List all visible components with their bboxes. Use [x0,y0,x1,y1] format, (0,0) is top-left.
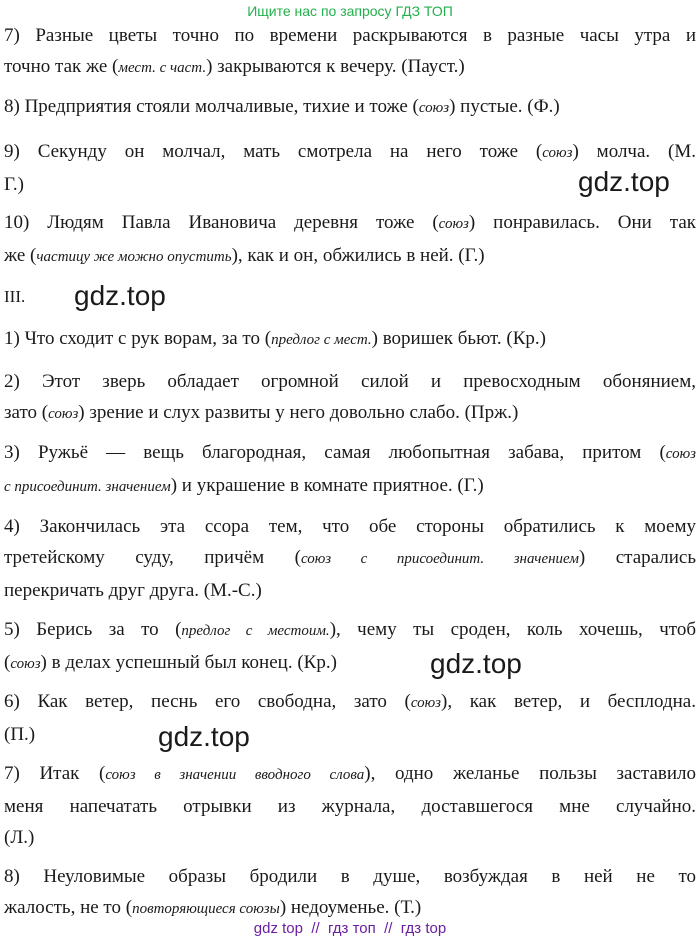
section3-example-1 [4,323,696,356]
text-line: 10) Людям Павла Ивановича деревня тоже (союз) понравилась. Они так [4,212,696,233]
grammar-note: союз [48,406,79,422]
section3-example-2 [4,366,696,430]
text-line: третейскому суду, причём (союз с присоединит. значением) старались [4,547,696,568]
grammar-note: союз [10,656,41,672]
text-line: 8) Предприятия стояли молчаливые, тихие и тоже (союз) пустые. (Ф.) [4,96,560,117]
example-7-part2 [4,20,696,84]
grammar-note: союз [410,695,442,711]
grammar-note: союз [542,145,573,161]
text-line: 5) Берись за то (предлог с местоим.), чему ты сроден, коль хочешь, чтоб [4,619,696,640]
watermark: gdz.top [430,648,522,679]
grammar-note: предлог с местоим. [181,623,330,639]
text-line: (П.) [4,724,36,745]
text-line: с присоединит. значением) и украшение в комнате приятное. (Г.) [4,475,484,496]
watermark: gdz.top [74,280,166,311]
text-line: точно так же (мест. с част.) закрываются к вечеру. (Пауст.) [4,56,465,77]
example-10-part2 [4,207,696,273]
text-line: 7) Итак (союз в значении вводного слова), одно желанье пользы заставило [4,763,697,784]
section3-example-7 [4,758,696,853]
bottom-banner: gdz top // гдз топ // гдз top [253,920,447,937]
text-line: 1) Что сходит с рук ворам, за то (предлог с мест.) воришек бьют. (Кр.) [4,328,546,349]
grammar-note: частицу же можно опустить [36,249,232,265]
grammar-note: союз в значении вводного слова [105,767,365,783]
text-line: 6) Как ветер, песнь его свободна, зато (союз), как ветер, и бесплодна. [4,691,696,712]
text-line: (Л.) [4,827,35,848]
section3-example-3 [4,437,696,503]
text-line: 4) Закончилась эта ссора тем, что обе стороны обратились к моему [4,516,696,537]
section3-example-6 [4,686,696,750]
text-line: Г.) [4,174,24,195]
section-label: III. [4,287,26,306]
grammar-note: с присоединит. значением [4,479,171,495]
text-line: (союз) в делах успешный был конец. (Кр.) [4,652,337,673]
text-line: зато (союз) зрение и слух развиты у него довольно слабо. (Прж.) [4,402,519,423]
text-line: жалость, не то (повторяющиеся союзы) недоуменье. (Т.) [4,897,422,918]
top-banner: Ищите нас по запросу ГДЗ ТОП [247,3,453,19]
text-line: же (частицу же можно опустить), как и он, обжились в ней. (Г.) [4,245,485,266]
section3-example-4 [4,511,696,606]
grammar-note: предлог с мест. [271,332,372,348]
text-line: меня напечатать отрывки из журнала, доставшегося мне случайно. [4,796,696,817]
text-line: 8) Неуловимые образы бродили в душе, возбуждая в ней не то [4,866,696,887]
grammar-note: союз [418,100,450,116]
text-line: 7) Разные цветы точно по времени раскрываются в разные часы утра и [4,25,696,46]
text-line: 3) Ружьё — вещь благородная, самая любопытная забава, притом (союз [4,442,696,463]
text-line: перекричать друг друга. (М.-С.) [4,580,262,601]
watermark: gdz.top [158,721,250,752]
grammar-note: повторяющиеся союзы [132,901,280,917]
text-line: 9) Секунду он молчал, мать смотрела на него тоже (союз) молча. (М. [4,141,697,162]
text-line: 2) Этот зверь обладает огромной силой и превосходным обонянием, [4,371,696,392]
grammar-note: союз [438,216,469,232]
section3-example-5 [4,614,696,680]
grammar-note: союз с присоединит. значением [300,551,579,567]
grammar-note: союз [665,446,696,462]
example-8-part2 [4,91,696,124]
section3-example-8 [4,861,696,925]
grammar-note: мест. с част. [118,60,207,76]
watermark: gdz.top [578,166,670,197]
